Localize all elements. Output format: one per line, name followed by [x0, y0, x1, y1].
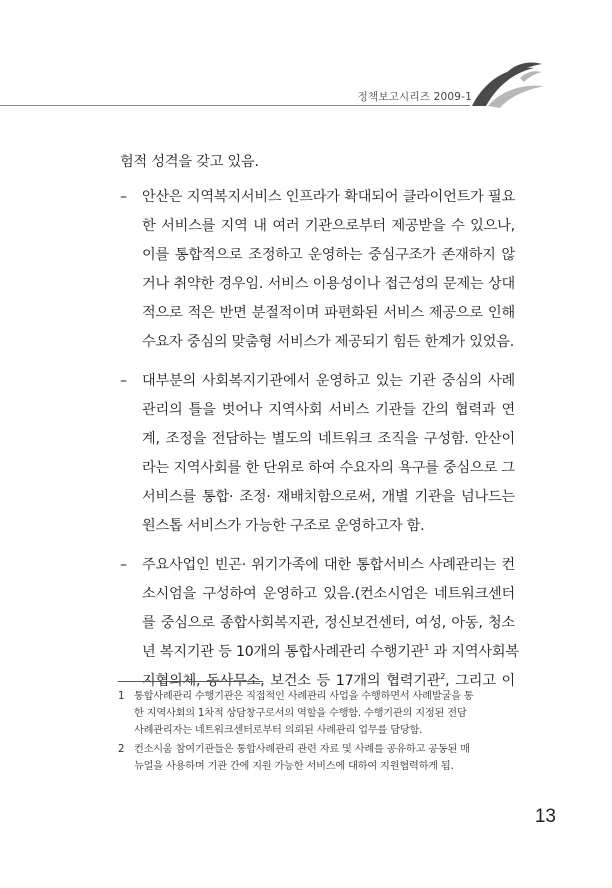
series-title: 정책보고시리즈 2009-1 — [357, 91, 472, 103]
text-line: 관리의 틀을 벗어나 지역사회 서비스 기관들 간의 협력과 연 — [142, 402, 515, 418]
text-line: 거나 취약한 경우임. 서비스 이용성이나 접근성의 문제는 상대 — [142, 276, 515, 292]
bullet-item — [120, 551, 519, 696]
footnote-ref[interactable]: 1 — [424, 643, 430, 652]
text-segment: 지협의체, 동사무소, 보건소 등 17개의 협력기관 — [142, 673, 441, 689]
footnote — [118, 688, 516, 739]
text-line: 적으로 적은 반면 분절적이며 파편화된 서비스 제공으로 인해 — [142, 305, 515, 321]
bullet-item — [120, 183, 515, 357]
text-line: – 주요사업인 빈곤· 위기가족에 대한 통합서비스 사례관리는 컨 — [142, 557, 515, 573]
footnote-line: 통합사례관리 수행기관은 직접적인 사례관리 사업을 수행하면서 사례발굴을 통 — [134, 691, 474, 702]
footnote-line: 컨소시움 참여기관들은 통합사례관리 관련 자료 및 사례를 공유하고 공동된 매 — [134, 744, 470, 755]
footnote-number: 1 — [118, 691, 125, 702]
footnote-ref[interactable]: 2 — [440, 672, 446, 681]
text-line: 원스톱 서비스가 가능한 구조로 운영하고자 함. — [142, 518, 425, 534]
text-segment: 년 복지기관 등 10개의 통합사례관리 수행기관 — [142, 644, 425, 660]
page-number: 13 — [534, 806, 556, 827]
text-line: 소시엄을 구성하여 운영하고 있음.(컨소시엄은 네트워크센터 — [142, 586, 515, 602]
text-line: – 대부분의 사회복지기관에서 운영하고 있는 기관 중심의 사례 — [142, 373, 515, 389]
text-segment: 과 지역사회복 — [429, 644, 519, 660]
body-text — [120, 148, 519, 706]
bullet-item — [120, 367, 515, 541]
footnote-rule — [118, 681, 263, 682]
text-line: – 안산은 지역복지서비스 인프라가 확대되어 클라이언트가 필요 — [142, 189, 515, 205]
text-line: 를 중심으로 종합사회복지관, 정신보건센터, 여성, 아동, 청소 — [142, 615, 515, 631]
footnote-line: 사례관리자는 네트워크센터로부터 의뢰된 사례관리 업무를 담당함. — [134, 725, 423, 736]
footnote-number: 2 — [118, 744, 125, 755]
footnote — [118, 741, 516, 775]
text-line: 이를 통합적으로 조정하고 운영하는 중심구조가 존재하지 않 — [142, 247, 515, 263]
text-segment: , 그리고 이 — [445, 673, 515, 689]
text-line: 한 서비스를 지역 내 여러 기관으로부터 제공받을 수 있으나, — [142, 218, 515, 234]
footnote-line: 뉴얼을 사용하며 기관 간에 지원 가능한 서비스에 대하여 지원협력하게 됨. — [134, 761, 454, 772]
continued-line: 험적 성격을 갖고 있음. — [120, 154, 259, 170]
footnotes — [118, 688, 516, 777]
bird-emblem-icon — [468, 56, 548, 111]
text-line: 라는 지역사회를 한 단위로 하여 수요자의 욕구를 중심으로 그 — [142, 460, 515, 476]
text-line — [142, 638, 519, 667]
text-line: 수요자 중심의 맞춤형 서비스가 제공되기 힘든 한계가 있었음. — [142, 334, 515, 350]
footnote-line: 한 지역사회의 1차적 상담창구로서의 역할을 수행함. 수행기관의 지정된 전담 — [134, 708, 467, 719]
page-header — [0, 0, 612, 110]
header-rule — [0, 105, 470, 106]
text-line: 서비스를 통합· 조정· 재배치함으로써, 개별 기관을 넘나드는 — [142, 489, 515, 505]
text-line: 계, 조정을 전담하는 별도의 네트워크 조직을 구성함. 안산이 — [142, 431, 515, 447]
